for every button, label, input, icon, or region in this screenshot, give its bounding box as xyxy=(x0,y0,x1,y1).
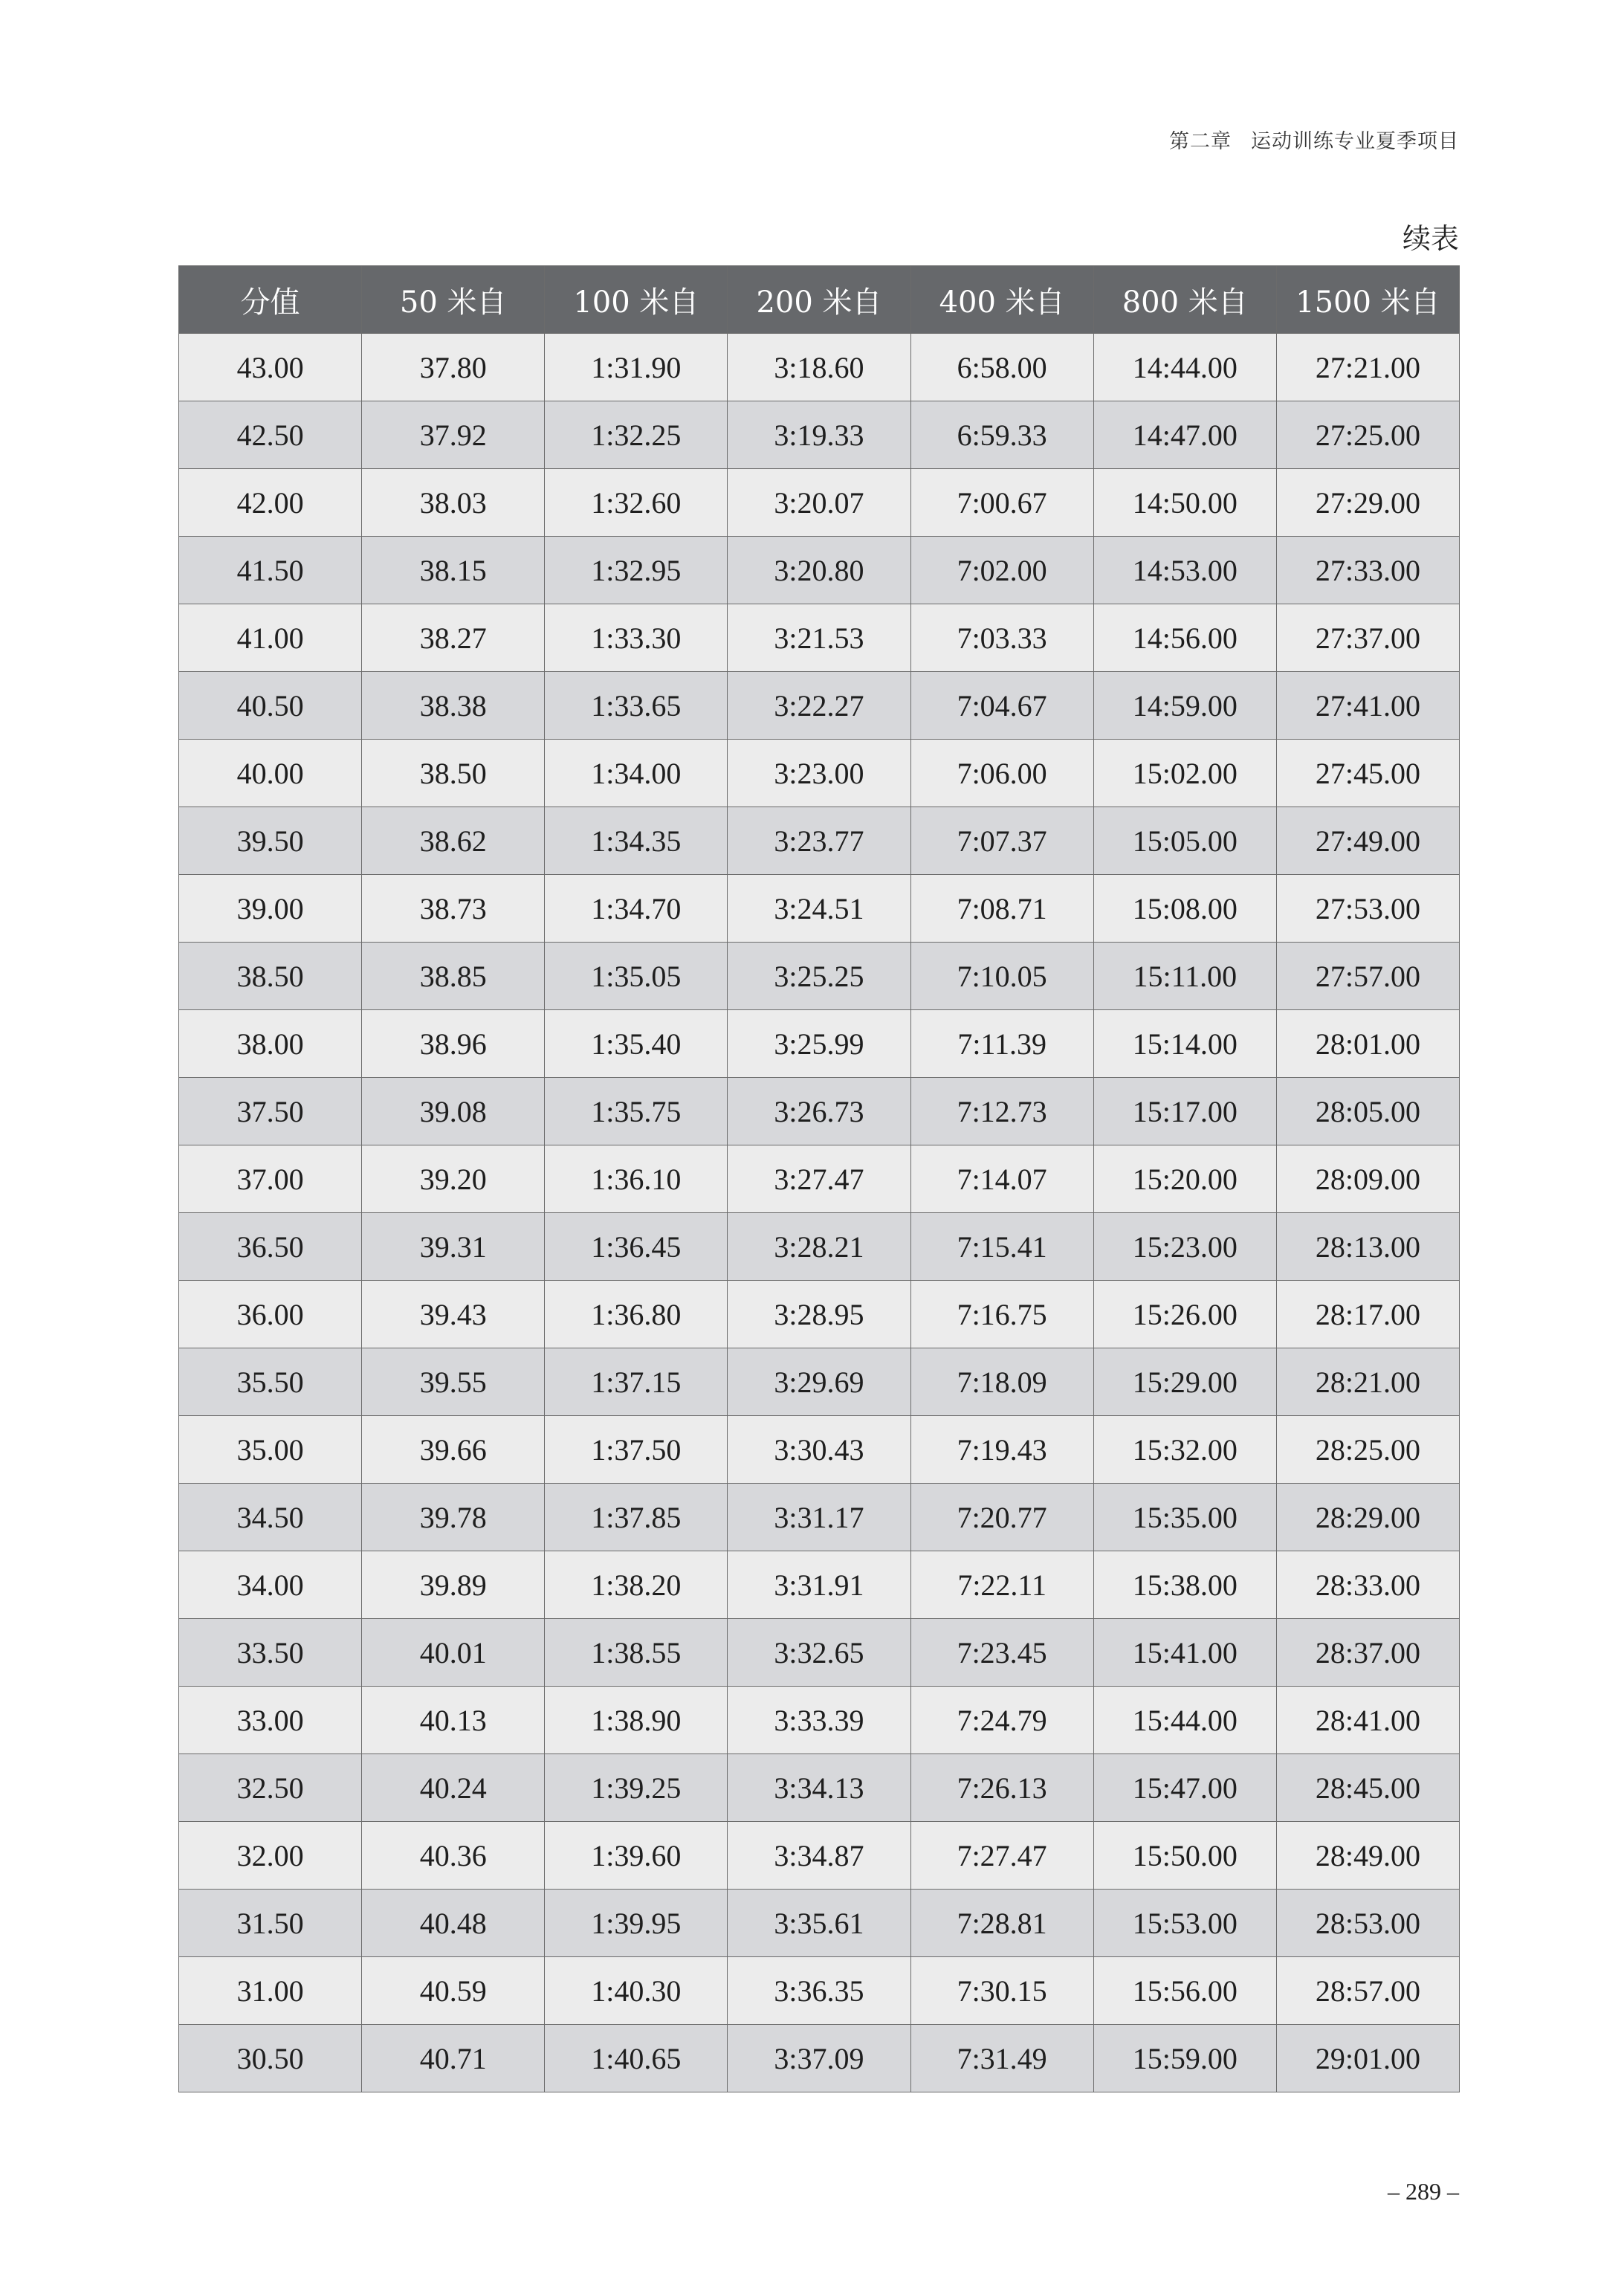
table-cell: 6:58.00 xyxy=(910,334,1093,401)
table-cell: 3:25.25 xyxy=(728,943,910,1010)
table-cell: 27:25.00 xyxy=(1276,401,1459,469)
table-cell: 15:41.00 xyxy=(1093,1619,1276,1687)
table-cell: 39.55 xyxy=(362,1348,545,1416)
table-row xyxy=(179,1348,1460,1416)
table-row xyxy=(179,604,1460,672)
table-cell: 7:08.71 xyxy=(910,875,1093,943)
table-cell: 34.50 xyxy=(179,1484,362,1551)
table-cell: 3:33.39 xyxy=(728,1687,910,1754)
table-cell: 7:31.49 xyxy=(910,2025,1093,2092)
table-cell: 7:22.11 xyxy=(910,1551,1093,1619)
table-cell: 3:31.17 xyxy=(728,1484,910,1551)
table-cell: 15:20.00 xyxy=(1093,1145,1276,1213)
table-cell: 7:04.67 xyxy=(910,672,1093,740)
table-row xyxy=(179,1010,1460,1078)
table-cell: 33.00 xyxy=(179,1687,362,1754)
table-cell: 31.50 xyxy=(179,1890,362,1957)
table-cell: 15:44.00 xyxy=(1093,1687,1276,1754)
table-cell: 27:41.00 xyxy=(1276,672,1459,740)
table-cell: 1:34.00 xyxy=(545,740,728,807)
table-cell: 1:34.35 xyxy=(545,807,728,875)
table-cell: 3:21.53 xyxy=(728,604,910,672)
table-cell: 3:35.61 xyxy=(728,1890,910,1957)
table-cell: 7:26.13 xyxy=(910,1754,1093,1822)
table-cell: 39.66 xyxy=(362,1416,545,1484)
table-cell: 14:53.00 xyxy=(1093,537,1276,604)
table-cell: 3:37.09 xyxy=(728,2025,910,2092)
table-cell: 3:32.65 xyxy=(728,1619,910,1687)
table-cell: 39.08 xyxy=(362,1078,545,1145)
table-cell: 31.00 xyxy=(179,1957,362,2025)
table-cell: 15:35.00 xyxy=(1093,1484,1276,1551)
table-cell: 28:45.00 xyxy=(1276,1754,1459,1822)
table-row xyxy=(179,1484,1460,1551)
table-cell: 7:19.43 xyxy=(910,1416,1093,1484)
table-cell: 1:38.90 xyxy=(545,1687,728,1754)
table-cell: 1:37.15 xyxy=(545,1348,728,1416)
table-cell: 27:57.00 xyxy=(1276,943,1459,1010)
table-cell: 36.00 xyxy=(179,1281,362,1348)
table-cell: 15:47.00 xyxy=(1093,1754,1276,1822)
column-header: 1500 米自 xyxy=(1276,266,1459,334)
score-table xyxy=(178,265,1460,2092)
table-cell: 3:22.27 xyxy=(728,672,910,740)
table-cell: 28:33.00 xyxy=(1276,1551,1459,1619)
table-cell: 7:10.05 xyxy=(910,943,1093,1010)
table-header xyxy=(179,266,1460,334)
table-cell: 28:25.00 xyxy=(1276,1416,1459,1484)
table-cell: 28:01.00 xyxy=(1276,1010,1459,1078)
table-cell: 1:40.65 xyxy=(545,2025,728,2092)
table-cell: 33.50 xyxy=(179,1619,362,1687)
table-cell: 7:14.07 xyxy=(910,1145,1093,1213)
table-cell: 15:56.00 xyxy=(1093,1957,1276,2025)
table-cell: 3:27.47 xyxy=(728,1145,910,1213)
table-row xyxy=(179,401,1460,469)
table-cell: 3:20.07 xyxy=(728,469,910,537)
table-row xyxy=(179,1957,1460,2025)
table-cell: 3:23.00 xyxy=(728,740,910,807)
table-cell: 27:45.00 xyxy=(1276,740,1459,807)
table-cell: 3:36.35 xyxy=(728,1957,910,2025)
table-cell: 41.50 xyxy=(179,537,362,604)
table-cell: 3:31.91 xyxy=(728,1551,910,1619)
table-cell: 15:23.00 xyxy=(1093,1213,1276,1281)
chapter-label: 第二章 xyxy=(1169,130,1232,153)
column-header: 200 米自 xyxy=(728,266,910,334)
table-cell: 38.96 xyxy=(362,1010,545,1078)
table-row xyxy=(179,1145,1460,1213)
table-cell: 27:49.00 xyxy=(1276,807,1459,875)
table-cell: 1:38.20 xyxy=(545,1551,728,1619)
table-cell: 14:56.00 xyxy=(1093,604,1276,672)
table-cell: 7:30.15 xyxy=(910,1957,1093,2025)
table-cell: 42.00 xyxy=(179,469,362,537)
table-cell: 1:31.90 xyxy=(545,334,728,401)
header-row xyxy=(179,266,1460,334)
table-cell: 7:15.41 xyxy=(910,1213,1093,1281)
table-cell: 7:27.47 xyxy=(910,1822,1093,1890)
table-cell: 1:36.80 xyxy=(545,1281,728,1348)
table-cell: 15:14.00 xyxy=(1093,1010,1276,1078)
table-cell: 38.50 xyxy=(362,740,545,807)
table-cell: 7:03.33 xyxy=(910,604,1093,672)
table-row xyxy=(179,1078,1460,1145)
table-cell: 15:38.00 xyxy=(1093,1551,1276,1619)
table-cell: 40.00 xyxy=(179,740,362,807)
column-header: 100 米自 xyxy=(545,266,728,334)
table-row xyxy=(179,1213,1460,1281)
table-cell: 40.01 xyxy=(362,1619,545,1687)
table-cell: 15:02.00 xyxy=(1093,740,1276,807)
table-cell: 3:28.95 xyxy=(728,1281,910,1348)
table-cell: 39.00 xyxy=(179,875,362,943)
table-cell: 1:32.25 xyxy=(545,401,728,469)
table-cell: 29:01.00 xyxy=(1276,2025,1459,2092)
table-cell: 3:30.43 xyxy=(728,1416,910,1484)
table-cell: 15:26.00 xyxy=(1093,1281,1276,1348)
table-cell: 38.03 xyxy=(362,469,545,537)
table-cell: 27:37.00 xyxy=(1276,604,1459,672)
table-cell: 40.71 xyxy=(362,2025,545,2092)
table-cell: 36.50 xyxy=(179,1213,362,1281)
table-cell: 15:05.00 xyxy=(1093,807,1276,875)
table-cell: 35.00 xyxy=(179,1416,362,1484)
table-cell: 3:34.13 xyxy=(728,1754,910,1822)
table-row xyxy=(179,807,1460,875)
table-row xyxy=(179,943,1460,1010)
table-cell: 1:35.75 xyxy=(545,1078,728,1145)
table-cell: 3:20.80 xyxy=(728,537,910,604)
table-cell: 40.59 xyxy=(362,1957,545,2025)
table-cell: 1:37.85 xyxy=(545,1484,728,1551)
table-cell: 7:06.00 xyxy=(910,740,1093,807)
table-cell: 27:29.00 xyxy=(1276,469,1459,537)
table-cell: 7:18.09 xyxy=(910,1348,1093,1416)
table-cell: 27:33.00 xyxy=(1276,537,1459,604)
table-cell: 1:33.65 xyxy=(545,672,728,740)
table-cell: 39.50 xyxy=(179,807,362,875)
table-cell: 28:09.00 xyxy=(1276,1145,1459,1213)
table-cell: 39.20 xyxy=(362,1145,545,1213)
table-row xyxy=(179,1890,1460,1957)
table-cell: 34.00 xyxy=(179,1551,362,1619)
table-cell: 7:20.77 xyxy=(910,1484,1093,1551)
table-cell: 37.80 xyxy=(362,334,545,401)
column-header: 50 米自 xyxy=(362,266,545,334)
table-cell: 28:21.00 xyxy=(1276,1348,1459,1416)
table-body xyxy=(179,334,1460,2092)
table-cell: 28:41.00 xyxy=(1276,1687,1459,1754)
column-header: 400 米自 xyxy=(910,266,1093,334)
table-cell: 38.38 xyxy=(362,672,545,740)
table-cell: 15:53.00 xyxy=(1093,1890,1276,1957)
table-cell: 1:39.95 xyxy=(545,1890,728,1957)
table-cell: 7:16.75 xyxy=(910,1281,1093,1348)
table-row xyxy=(179,1416,1460,1484)
table-row xyxy=(179,1281,1460,1348)
table-cell: 35.50 xyxy=(179,1348,362,1416)
table-cell: 3:34.87 xyxy=(728,1822,910,1890)
table-cell: 7:02.00 xyxy=(910,537,1093,604)
table-cell: 15:50.00 xyxy=(1093,1822,1276,1890)
table-cell: 28:17.00 xyxy=(1276,1281,1459,1348)
table-cell: 15:08.00 xyxy=(1093,875,1276,943)
table-cell: 40.36 xyxy=(362,1822,545,1890)
table-cell: 15:11.00 xyxy=(1093,943,1276,1010)
table-row xyxy=(179,1687,1460,1754)
table-cell: 1:36.10 xyxy=(545,1145,728,1213)
table-cell: 7:23.45 xyxy=(910,1619,1093,1687)
table-cell: 15:29.00 xyxy=(1093,1348,1276,1416)
table-cell: 39.43 xyxy=(362,1281,545,1348)
table-cell: 28:37.00 xyxy=(1276,1619,1459,1687)
table-cell: 38.27 xyxy=(362,604,545,672)
page-number: – 289 – xyxy=(1388,2178,1459,2205)
table-row xyxy=(179,1551,1460,1619)
section-title: 运动训练专业夏季项目 xyxy=(1251,130,1459,153)
table-cell: 37.50 xyxy=(179,1078,362,1145)
table-cell: 38.73 xyxy=(362,875,545,943)
table-cell: 38.15 xyxy=(362,537,545,604)
table-continued-label: 续表 xyxy=(1402,222,1459,255)
table-cell: 1:35.40 xyxy=(545,1010,728,1078)
table-row xyxy=(179,740,1460,807)
table-cell: 7:00.67 xyxy=(910,469,1093,537)
table-cell: 38.85 xyxy=(362,943,545,1010)
table-cell: 43.00 xyxy=(179,334,362,401)
table-cell: 1:39.25 xyxy=(545,1754,728,1822)
table-cell: 37.00 xyxy=(179,1145,362,1213)
table-cell: 32.00 xyxy=(179,1822,362,1890)
table-row xyxy=(179,875,1460,943)
table-row xyxy=(179,672,1460,740)
table-cell: 28:29.00 xyxy=(1276,1484,1459,1551)
table-cell: 1:39.60 xyxy=(545,1822,728,1890)
table-cell: 38.62 xyxy=(362,807,545,875)
table-cell: 1:33.30 xyxy=(545,604,728,672)
table-cell: 27:53.00 xyxy=(1276,875,1459,943)
table-cell: 27:21.00 xyxy=(1276,334,1459,401)
column-header: 分值 xyxy=(179,266,362,334)
table-cell: 39.78 xyxy=(362,1484,545,1551)
table-cell: 40.50 xyxy=(179,672,362,740)
table-cell: 28:05.00 xyxy=(1276,1078,1459,1145)
running-header xyxy=(1169,125,1459,154)
table-cell: 3:25.99 xyxy=(728,1010,910,1078)
table-cell: 15:32.00 xyxy=(1093,1416,1276,1484)
table-cell: 7:24.79 xyxy=(910,1687,1093,1754)
table-row xyxy=(179,1619,1460,1687)
table-cell: 1:35.05 xyxy=(545,943,728,1010)
table-cell: 1:40.30 xyxy=(545,1957,728,2025)
table-cell: 3:19.33 xyxy=(728,401,910,469)
table-cell: 3:18.60 xyxy=(728,334,910,401)
table-cell: 32.50 xyxy=(179,1754,362,1822)
table-cell: 40.13 xyxy=(362,1687,545,1754)
table-row xyxy=(179,1754,1460,1822)
table-cell: 30.50 xyxy=(179,2025,362,2092)
table-cell: 3:23.77 xyxy=(728,807,910,875)
table-cell: 7:12.73 xyxy=(910,1078,1093,1145)
table-cell: 7:28.81 xyxy=(910,1890,1093,1957)
table-cell: 40.48 xyxy=(362,1890,545,1957)
table-cell: 3:24.51 xyxy=(728,875,910,943)
table-cell: 40.24 xyxy=(362,1754,545,1822)
table-cell: 42.50 xyxy=(179,401,362,469)
table-cell: 15:17.00 xyxy=(1093,1078,1276,1145)
table-cell: 28:53.00 xyxy=(1276,1890,1459,1957)
table-cell: 38.50 xyxy=(179,943,362,1010)
table-row xyxy=(179,334,1460,401)
table-cell: 1:38.55 xyxy=(545,1619,728,1687)
table-cell: 38.00 xyxy=(179,1010,362,1078)
table-cell: 41.00 xyxy=(179,604,362,672)
table-cell: 1:34.70 xyxy=(545,875,728,943)
table-cell: 14:47.00 xyxy=(1093,401,1276,469)
table-row xyxy=(179,1822,1460,1890)
table-cell: 28:13.00 xyxy=(1276,1213,1459,1281)
table-row xyxy=(179,469,1460,537)
column-header: 800 米自 xyxy=(1093,266,1276,334)
table-cell: 7:11.39 xyxy=(910,1010,1093,1078)
table-cell: 1:32.95 xyxy=(545,537,728,604)
table-cell: 3:28.21 xyxy=(728,1213,910,1281)
table-row xyxy=(179,537,1460,604)
table-cell: 14:59.00 xyxy=(1093,672,1276,740)
table-cell: 39.31 xyxy=(362,1213,545,1281)
table-cell: 39.89 xyxy=(362,1551,545,1619)
table-cell: 28:49.00 xyxy=(1276,1822,1459,1890)
table-cell: 3:26.73 xyxy=(728,1078,910,1145)
table-cell: 14:50.00 xyxy=(1093,469,1276,537)
table-cell: 7:07.37 xyxy=(910,807,1093,875)
table-cell: 14:44.00 xyxy=(1093,334,1276,401)
table-row xyxy=(179,2025,1460,2092)
table-cell: 37.92 xyxy=(362,401,545,469)
table-cell: 15:59.00 xyxy=(1093,2025,1276,2092)
table-cell: 1:37.50 xyxy=(545,1416,728,1484)
table-cell: 1:36.45 xyxy=(545,1213,728,1281)
table-cell: 3:29.69 xyxy=(728,1348,910,1416)
table-cell: 6:59.33 xyxy=(910,401,1093,469)
table-cell: 28:57.00 xyxy=(1276,1957,1459,2025)
table-cell: 1:32.60 xyxy=(545,469,728,537)
